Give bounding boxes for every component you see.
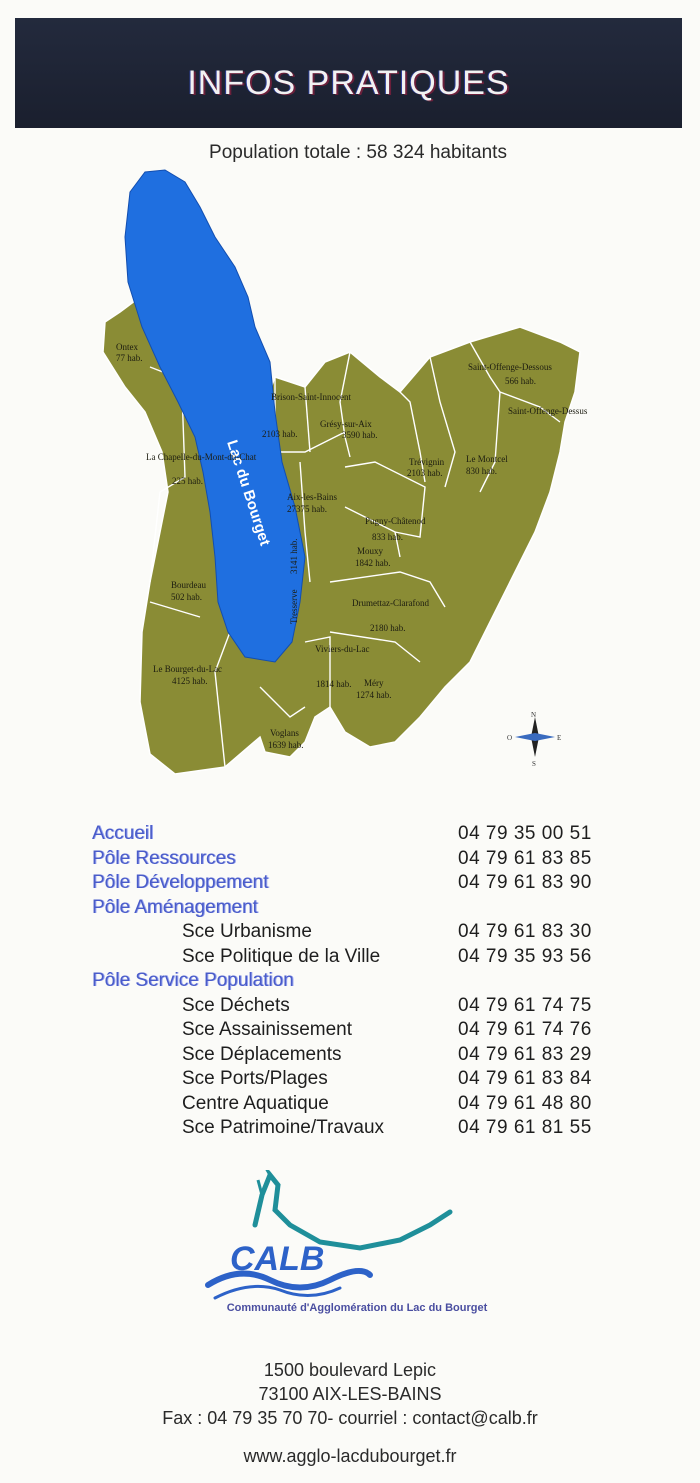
contact-phone: 04 79 35 93 56 xyxy=(458,945,592,967)
contact-row xyxy=(92,822,652,847)
mountain-icon xyxy=(255,1175,450,1248)
contact-phone: 04 79 61 81 55 xyxy=(458,1117,592,1139)
contact-name: Sce Ports/Plages xyxy=(182,1068,328,1090)
commune-label: 225 hab. xyxy=(172,476,203,486)
contact-phone: 04 79 61 83 90 xyxy=(458,872,592,894)
commune-label: Mouxy xyxy=(357,546,384,556)
contact-row xyxy=(92,847,652,872)
commune-label: 2103 hab. xyxy=(407,468,443,478)
compass-west: O xyxy=(507,734,513,742)
contact-row xyxy=(92,1092,652,1117)
population-total: Population totale : 58 324 habitants xyxy=(209,142,507,163)
compass-south: S xyxy=(532,760,536,768)
commune-label: 566 hab. xyxy=(505,376,536,386)
contact-name: Pôle Aménagement xyxy=(92,896,258,918)
commune-label: 1814 hab. xyxy=(316,679,352,689)
compass-east: E xyxy=(557,734,562,742)
contact-phone: 04 79 61 74 75 xyxy=(458,994,592,1016)
calb-full-name: Communauté d'Agglomération du Lac du Bourget xyxy=(226,1302,488,1314)
lake-label: Lac du Bourget xyxy=(223,437,274,548)
contact-row xyxy=(92,920,652,945)
commune-label: Grésy-sur-Aix xyxy=(320,419,372,429)
address-street: 1500 boulevard Lepic xyxy=(263,1360,437,1380)
commune-label: Drumettaz-Clarafond xyxy=(352,598,429,608)
commune-label: Saint-Offenge-Dessus xyxy=(508,406,588,416)
contact-phone: 04 79 61 48 80 xyxy=(458,1092,592,1114)
commune-label: Ontex xyxy=(116,342,138,352)
commune-label: 502 hab. xyxy=(171,592,202,602)
contact-row xyxy=(92,1067,652,1092)
commune-label: 77 hab. xyxy=(116,353,143,363)
commune-label: Viviers-du-Lac xyxy=(315,644,370,654)
contact-phone: 04 79 61 83 30 xyxy=(458,921,592,943)
contact-name: Pôle Ressources xyxy=(92,847,236,869)
commune-label: Pugny-Châtenod xyxy=(365,516,426,526)
compass-icon xyxy=(507,711,561,768)
commune-label: 2180 hab. xyxy=(370,623,406,633)
commune-label: Bourdeau xyxy=(171,580,206,590)
commune-label: 833 hab. xyxy=(372,532,403,542)
contact-name: Pôle Développement xyxy=(92,872,269,894)
contact-row xyxy=(92,871,652,896)
fax-and-email: Fax : 04 79 35 70 70- courriel : contact@calb.fr xyxy=(162,1408,538,1428)
website-link[interactable]: www.agglo-lacdubourget.fr xyxy=(243,1446,457,1466)
contact-name: Sce Politique de la Ville xyxy=(182,945,381,967)
commune-label: Saint-Offenge-Dessous xyxy=(468,362,552,372)
contact-phone: 04 79 61 74 76 xyxy=(458,1019,592,1041)
commune-label: Tresserve xyxy=(289,589,299,624)
contact-name: Pôle Service Population xyxy=(92,970,294,992)
commune-label: Le Montcel xyxy=(466,454,508,464)
contact-row xyxy=(92,1018,652,1043)
contact-phone: 04 79 61 83 29 xyxy=(458,1043,592,1065)
commune-label: 4125 hab. xyxy=(172,676,208,686)
calb-acronym: CALB xyxy=(230,1240,325,1278)
contact-row xyxy=(92,896,652,921)
contact-list xyxy=(92,822,652,1141)
contact-name: Sce Patrimoine/Travaux xyxy=(182,1117,385,1139)
address-city: 73100 AIX-LES-BAINS xyxy=(258,1384,442,1404)
commune-label: Brison-Saint-Innocent xyxy=(271,392,351,402)
contact-phone: 04 79 61 83 85 xyxy=(458,847,592,869)
commune-label: Voglans xyxy=(270,728,299,738)
contact-name: Centre Aquatique xyxy=(182,1092,329,1114)
commune-label: 1842 hab. xyxy=(355,558,391,568)
contact-row xyxy=(92,1043,652,1068)
commune-label: Aix-les-Bains xyxy=(287,492,337,502)
compass-north: N xyxy=(531,711,537,719)
contact-name: Accueil xyxy=(92,823,154,845)
commune-label: 2103 hab. xyxy=(262,429,298,439)
commune-label: Méry xyxy=(364,678,384,688)
commune-label: 3141 hab. xyxy=(289,538,299,574)
commune-label: La Chapelle-du-Mont-du-Chat xyxy=(146,452,257,462)
contact-row xyxy=(92,1116,652,1141)
contact-row xyxy=(92,945,652,970)
commune-label: Le Bourget-du-Lac xyxy=(153,664,223,674)
postal-address xyxy=(0,1360,700,1432)
commune-label: 1639 hab. xyxy=(268,740,304,750)
commune-label: 830 hab. xyxy=(466,466,497,476)
contact-name: Sce Assainissement xyxy=(182,1019,353,1041)
contact-phone: 04 79 35 00 51 xyxy=(458,823,592,845)
commune-label: 27375 hab. xyxy=(287,504,327,514)
contact-row xyxy=(92,969,652,994)
contact-name: Sce Urbanisme xyxy=(182,921,312,943)
commune-label: 3590 hab. xyxy=(342,430,378,440)
contact-name: Sce Déchets xyxy=(182,994,290,1016)
calb-logo xyxy=(200,1170,520,1320)
commune-map xyxy=(0,162,700,802)
contact-name: Sce Déplacements xyxy=(182,1043,342,1065)
header-banner xyxy=(15,18,682,128)
page-title: INFOS PRATIQUES xyxy=(187,63,510,102)
contact-row xyxy=(92,994,652,1019)
commune-label: 1274 hab. xyxy=(356,690,392,700)
contact-phone: 04 79 61 83 84 xyxy=(458,1068,592,1090)
commune-label: Trévignin xyxy=(409,457,445,467)
